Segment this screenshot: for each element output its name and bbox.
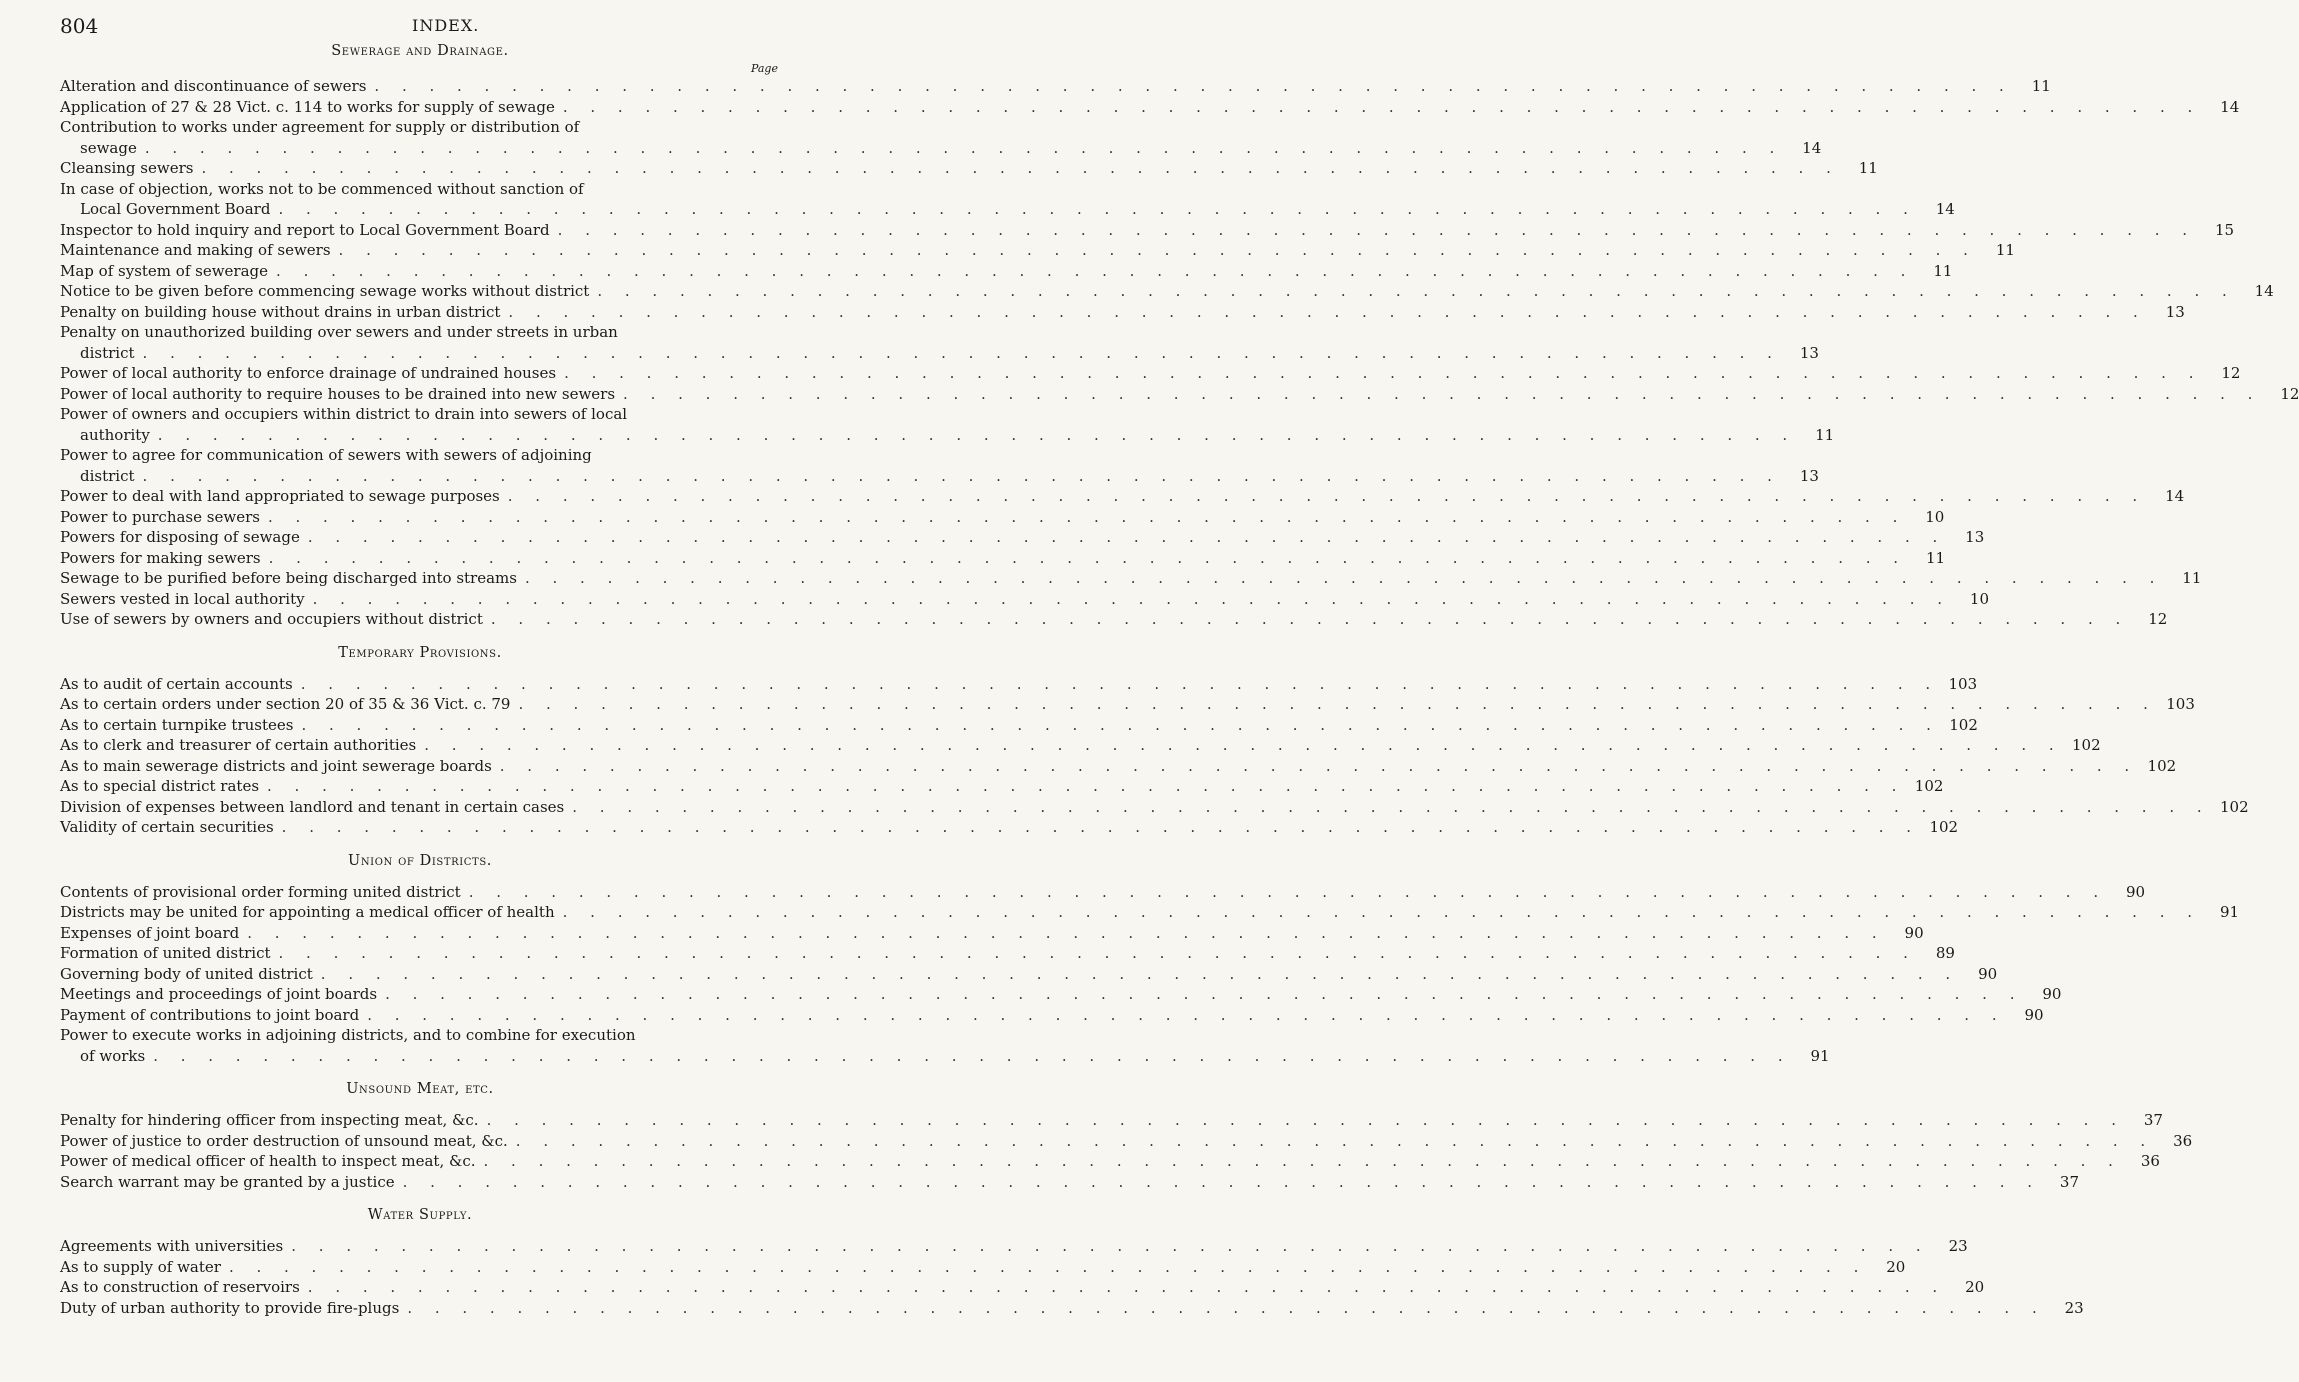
entry-text: Formation of united district bbox=[60, 944, 271, 962]
index-entry bbox=[60, 179, 1955, 220]
index-entry bbox=[60, 964, 1998, 985]
dot-leader: . . . . . . . . . . . . . . . . . . . . . . . . . . . . . . . . . . . . . . . . . . . . . . . . . . . . . . . . . . . . bbox=[278, 944, 1917, 962]
index-entry bbox=[60, 548, 1946, 569]
index-entry bbox=[60, 1257, 1906, 1278]
index-entry bbox=[60, 117, 1822, 158]
entry-page-number: 103 bbox=[1948, 674, 1978, 693]
entry-text: Penalty on building house without drains in urban district bbox=[60, 302, 501, 321]
entry-page-number: 23 bbox=[2064, 1298, 2084, 1317]
entry-text-first-line: Contribution to works under agreement for supply or distribution of bbox=[60, 118, 580, 136]
index-entry bbox=[60, 694, 2195, 715]
index-entry bbox=[60, 97, 2240, 118]
index-entry bbox=[60, 322, 1819, 363]
entry-text: Powers for disposing of sewage bbox=[60, 528, 300, 546]
entry-page-number: 13 bbox=[1965, 528, 1985, 546]
dot-leader: . . . . . . . . . . . . . . . . . . . . . . . . . . . . . . . . . . . . . . . . . . . . . . . . . . . . . . . . . . . . bbox=[374, 77, 2013, 95]
entry-text: Notice to be given before commencing sewage works without district bbox=[60, 282, 590, 300]
entry-page-number: 20 bbox=[1965, 1278, 1985, 1296]
entry-text: Division of expenses between landlord and tenant in certain cases bbox=[60, 797, 565, 816]
entry-text: sewage bbox=[80, 138, 137, 157]
entry-text: Payment of contributions to joint board bbox=[60, 1005, 360, 1024]
dot-leader: . . . . . . . . . . . . . . . . . . . . . . . . . . . . . . . . . . . . . . . . . . . . . . . . . . . . . . . . . . . . bbox=[267, 507, 1907, 526]
entry-text: As to certain turnpike trustees bbox=[60, 715, 294, 734]
entry-text: Power of local authority to require houses to be drained into new sewers bbox=[60, 384, 616, 403]
index-entry bbox=[60, 76, 2051, 97]
index-entry bbox=[60, 158, 1878, 179]
dot-leader: . . . . . . . . . . . . . . . . . . . . . . . . . . . . . . . . . . . . . . . . . . . . . . . . . . . . . . . . . . . . bbox=[499, 756, 2139, 775]
index-entry bbox=[60, 943, 1955, 964]
entry-page-number: 11 bbox=[2182, 569, 2202, 587]
index-entry bbox=[60, 240, 2015, 261]
entry-text: district bbox=[80, 466, 135, 485]
dot-leader: . . . . . . . . . . . . . . . . . . . . . . . . . . . . . . . . . . . . . . . . . . . . . . . . . . . . . . . . . . . . bbox=[623, 384, 2262, 403]
index-entry bbox=[60, 1172, 2079, 1193]
entry-text: Power of local authority to enforce drainage of undrained houses bbox=[60, 364, 557, 382]
entry-page-number: 10 bbox=[1969, 589, 1989, 608]
index-entry bbox=[60, 1110, 2163, 1131]
dot-leader: . . . . . . . . . . . . . . . . . . . . . . . . . . . . . . . . . . . . . . . . . . . . . . . . . . . . . . . . . . . . bbox=[307, 1278, 1947, 1296]
entry-page-number: 12 bbox=[2221, 364, 2241, 382]
entry-text: Validity of certain securities bbox=[60, 818, 274, 836]
index-entry bbox=[60, 1277, 1985, 1298]
index-entry bbox=[60, 1298, 2084, 1319]
entry-text: Penalty for hindering officer from inspecting meat, &c. bbox=[60, 1111, 479, 1129]
entry-page-number: 11 bbox=[1933, 261, 1953, 280]
entry-text-first-line: Power to agree for communication of sewers with sewers of adjoining bbox=[60, 446, 592, 464]
entry-page-number: 11 bbox=[1858, 159, 1878, 177]
index-entry bbox=[60, 797, 2249, 818]
entry-text: Application of 27 & 28 Vict. c. 114 to works for supply of sewage bbox=[60, 97, 555, 116]
dot-leader: . . . . . . . . . . . . . . . . . . . . . . . . . . . . . . . . . . . . . . . . . . . . . . . . . . . . . . . . . . . . bbox=[301, 715, 1940, 734]
index-entry bbox=[60, 1236, 1968, 1257]
entry-text: Map of system of sewerage bbox=[60, 261, 269, 280]
index-entry bbox=[60, 1005, 2044, 1026]
entry-page-number: 102 bbox=[2147, 756, 2177, 775]
entry-text: Districts may be united for appointing a medical officer of health bbox=[60, 903, 555, 921]
entry-page-number: 103 bbox=[2166, 695, 2195, 713]
entry-text-first-line: In case of objection, works not to be commenced without sanction of bbox=[60, 179, 584, 198]
entry-text: As to audit of certain accounts bbox=[60, 674, 293, 693]
entry-text: Contents of provisional order forming united district bbox=[60, 882, 461, 901]
entry-page-number: 90 bbox=[1978, 964, 1998, 983]
dot-leader: . . . . . . . . . . . . . . . . . . . . . . . . . . . . . . . . . . . . . . . . . . . . . . . . . . . . . . . . . . . . bbox=[507, 487, 2147, 505]
index-entry bbox=[60, 404, 1835, 445]
index-entry bbox=[60, 281, 2274, 302]
dot-leader: . . . . . . . . . . . . . . . . . . . . . . . . . . . . . . . . . . . . . . . . . . . . . . . . . . . . . . . . . . . . bbox=[424, 736, 2063, 754]
entry-page-number: 11 bbox=[1995, 241, 2015, 259]
dot-leader: . . . . . . . . . . . . . . . . . . . . . . . . . . . . . . . . . . . . . . . . . . . . . . . . . . . . . . . . . . . . bbox=[402, 1172, 2041, 1191]
entry-page-number: 14 bbox=[2220, 97, 2240, 116]
entry-page-number: 102 bbox=[2220, 797, 2249, 816]
entry-page-number: 12 bbox=[2280, 384, 2299, 403]
index-entry bbox=[60, 302, 2185, 323]
entry-text: As to construction of reservoirs bbox=[60, 1278, 300, 1296]
heading-gap bbox=[60, 664, 780, 674]
entry-text-first-line: Penalty on unauthorized building over sewers and under streets in urban bbox=[60, 323, 618, 341]
entry-page-number: 12 bbox=[2148, 610, 2168, 628]
entry-text: Powers for making sewers bbox=[60, 548, 261, 567]
entry-text: Expenses of joint board bbox=[60, 923, 240, 942]
dot-leader: . . . . . . . . . . . . . . . . . . . . . . . . . . . . . . . . . . . . . . . . . . . . . . . . . . . . . . . . . . . . bbox=[228, 1257, 1868, 1276]
entry-text: district bbox=[80, 343, 135, 362]
dot-leader: . . . . . . . . . . . . . . . . . . . . . . . . . . . . . . . . . . . . . . . . . . . . . . . . . . . . . . . . . . . . bbox=[276, 261, 1915, 280]
dot-leader: . . . . . . . . . . . . . . . . . . . . . . . . . . . . . . . . . . . . . . . . . . . . . . . . . . . . . . . . . . . . bbox=[572, 797, 2211, 816]
section-heading: Sewerage and Drainage. bbox=[331, 43, 509, 59]
index-entry bbox=[60, 384, 2299, 405]
dot-leader: . . . . . . . . . . . . . . . . . . . . . . . . . . . . . . . . . . . . . . . . . . . . . . . . . . . . . . . . . . . . bbox=[144, 138, 1784, 157]
entry-page-number: 14 bbox=[2254, 282, 2274, 300]
dot-leader: . . . . . . . . . . . . . . . . . . . . . . . . . . . . . . . . . . . . . . . . . . . . . . . . . . . . . . . . . . . . bbox=[157, 425, 1797, 444]
heading-gap bbox=[60, 1100, 780, 1110]
entry-page-number: 102 bbox=[2072, 736, 2101, 754]
entry-page-number: 90 bbox=[2042, 985, 2062, 1003]
entry-page-number: 102 bbox=[1914, 777, 1944, 795]
index-entry bbox=[60, 776, 1944, 797]
index-entry bbox=[60, 674, 1978, 695]
entry-text: Power to purchase sewers bbox=[60, 507, 260, 526]
section-gap bbox=[60, 1192, 780, 1204]
section-gap bbox=[60, 838, 780, 850]
section-heading: Temporary Provisions. bbox=[338, 644, 502, 661]
page-title: INDEX. bbox=[412, 16, 480, 35]
section-gap bbox=[60, 1066, 780, 1078]
dot-leader: . . . . . . . . . . . . . . . . . . . . . . . . . . . . . . . . . . . . . . . . . . . . . . . . . . . . . . . . . . . . bbox=[320, 964, 1960, 983]
entry-page-number: 91 bbox=[2219, 903, 2240, 921]
entry-text: Cleansing sewers bbox=[60, 159, 194, 177]
dot-leader: . . . . . . . . . . . . . . . . . . . . . . . . . . . . . . . . . . . . . . . . . . . . . . . . . . . . . . . . . . . . bbox=[338, 241, 1977, 259]
entry-text: Power of justice to order destruction of unsound meat, &c. bbox=[60, 1131, 508, 1150]
entry-text: Maintenance and making of sewers bbox=[60, 241, 331, 259]
entry-page-number: 13 bbox=[1799, 343, 1819, 362]
dot-leader: . . . . . . . . . . . . . . . . . . . . . . . . . . . . . . . . . . . . . . . . . . . . . . . . . . . . . . . . . . . . bbox=[407, 1298, 2046, 1317]
entry-text: of works bbox=[80, 1046, 146, 1065]
dot-leader: . . . . . . . . . . . . . . . . . . . . . . . . . . . . . . . . . . . . . . . . . . . . . . . . . . . . . . . . . . . . bbox=[307, 528, 1947, 546]
entry-page-number: 13 bbox=[2165, 302, 2185, 321]
index-entry bbox=[60, 1131, 2193, 1152]
dot-leader: . . . . . . . . . . . . . . . . . . . . . . . . . . . . . . . . . . . . . . . . . . . . . . . . . . . . . . . . . . . . bbox=[557, 220, 2197, 239]
entry-page-number: 102 bbox=[1929, 818, 1959, 836]
section-heading: Water Supply. bbox=[367, 1207, 473, 1223]
page-column-label: Page bbox=[750, 62, 778, 75]
dot-leader: . . . . . . . . . . . . . . . . . . . . . . . . . . . . . . . . . . . . . . . . . . . . . . . . . . . . . . . . . . . . bbox=[483, 1152, 2122, 1170]
dot-leader: . . . . . . . . . . . . . . . . . . . . . . . . . . . . . . . . . . . . . . . . . . . . . . . . . . . . . . . . . . . . bbox=[268, 548, 1908, 567]
index-entry bbox=[60, 756, 2177, 777]
entry-page-number: 20 bbox=[1886, 1257, 1906, 1276]
dot-leader: . . . . . . . . . . . . . . . . . . . . . . . . . . . . . . . . . . . . . . . . . . . . . . . . . . . . . . . . . . . . bbox=[142, 343, 1781, 362]
dot-leader: . . . . . . . . . . . . . . . . . . . . . . . . . . . . . . . . . . . . . . . . . . . . . . . . . . . . . . . . . . . . bbox=[490, 610, 2130, 628]
index-entry bbox=[60, 882, 2146, 903]
index-entry bbox=[60, 984, 2062, 1005]
entry-page-number: 36 bbox=[2140, 1152, 2160, 1170]
entry-page-number: 14 bbox=[1802, 138, 1822, 157]
dot-leader: . . . . . . . . . . . . . . . . . . . . . . . . . . . . . . . . . . . . . . . . . . . . . . . . . . . . . . . . . . . . bbox=[486, 1111, 2125, 1129]
heading-gap bbox=[60, 1226, 780, 1236]
entry-text: Sewage to be purified before being discharged into streams bbox=[60, 569, 517, 587]
index-entry bbox=[60, 486, 2185, 507]
dot-leader: . . . . . . . . . . . . . . . . . . . . . . . . . . . . . . . . . . . . . . . . . . . . . . . . . . . . . . . . . . . . bbox=[562, 97, 2202, 116]
dot-leader: . . . . . . . . . . . . . . . . . . . . . . . . . . . . . . . . . . . . . . . . . . . . . . . . . . . . . . . . . . . . bbox=[201, 159, 1840, 177]
dot-leader: . . . . . . . . . . . . . . . . . . . . . . . . . . . . . . . . . . . . . . . . . . . . . . . . . . . . . . . . . . . . bbox=[300, 674, 1940, 693]
entry-text: Alteration and discontinuance of sewers bbox=[60, 77, 367, 95]
dot-leader: . . . . . . . . . . . . . . . . . . . . . . . . . . . . . . . . . . . . . . . . . . . . . . . . . . . . . . . . . . . . bbox=[515, 1131, 2155, 1150]
entry-page-number: 15 bbox=[2214, 220, 2235, 239]
index-page bbox=[60, 0, 2299, 1318]
entry-page-number: 11 bbox=[2031, 77, 2051, 95]
dot-leader: . . . . . . . . . . . . . . . . . . . . . . . . . . . . . . . . . . . . . . . . . . . . . . . . . . . . . . . . . . . . bbox=[153, 1046, 1792, 1065]
entry-text-first-line: Power to execute works in adjoining districts, and to combine for execution bbox=[60, 1026, 636, 1044]
index-entry bbox=[60, 589, 1989, 610]
entry-page-number: 14 bbox=[1935, 200, 1955, 218]
entry-page-number: 10 bbox=[1925, 507, 1945, 526]
entry-page-number: 37 bbox=[2143, 1111, 2163, 1129]
entry-text: Power to deal with land appropriated to sewage purposes bbox=[60, 487, 500, 505]
index-entry bbox=[60, 507, 1945, 528]
entry-page-number: 102 bbox=[1949, 715, 1978, 734]
entry-text: As to clerk and treasurer of certain authorities bbox=[60, 736, 417, 754]
index-entry bbox=[60, 817, 1959, 838]
index-entry bbox=[60, 735, 2101, 756]
heading-gap bbox=[60, 872, 780, 882]
entry-page-number: 36 bbox=[2173, 1131, 2193, 1150]
entry-text: authority bbox=[80, 425, 150, 444]
entry-text: Duty of urban authority to provide fire-plugs bbox=[60, 1298, 400, 1317]
dot-leader: . . . . . . . . . . . . . . . . . . . . . . . . . . . . . . . . . . . . . . . . . . . . . . . . . . . . . . . . . . . . bbox=[468, 882, 2108, 901]
index-entry bbox=[60, 363, 2241, 384]
section-gap bbox=[60, 630, 780, 642]
entry-text: As to supply of water bbox=[60, 1257, 221, 1276]
entry-page-number: 90 bbox=[2024, 1005, 2044, 1024]
entry-page-number: 11 bbox=[1925, 548, 1946, 567]
entry-text: Sewers vested in local authority bbox=[60, 589, 305, 608]
index-entry bbox=[60, 1025, 1830, 1066]
section-heading: Union of Districts. bbox=[348, 852, 492, 869]
index-sections bbox=[60, 40, 2299, 1318]
index-entry bbox=[60, 609, 2168, 630]
entry-page-number: 89 bbox=[1935, 944, 1955, 962]
dot-leader: . . . . . . . . . . . . . . . . . . . . . . . . . . . . . . . . . . . . . . . . . . . . . . . . . . . . . . . . . . . . bbox=[518, 695, 2157, 713]
dot-leader: . . . . . . . . . . . . . . . . . . . . . . . . . . . . . . . . . . . . . . . . . . . . . . . . . . . . . . . . . . . . bbox=[524, 569, 2164, 587]
entry-text: Meetings and proceedings of joint boards bbox=[60, 985, 378, 1003]
dot-leader: . . . . . . . . . . . . . . . . . . . . . . . . . . . . . . . . . . . . . . . . . . . . . . . . . . . . . . . . . . . . bbox=[597, 282, 2236, 300]
page-number: 804 bbox=[60, 14, 99, 38]
dot-leader: . . . . . . . . . . . . . . . . . . . . . . . . . . . . . . . . . . . . . . . . . . . . . . . . . . . . . . . . . . . . bbox=[247, 923, 1886, 942]
index-entry bbox=[60, 445, 1819, 486]
dot-leader: . . . . . . . . . . . . . . . . . . . . . . . . . . . . . . . . . . . . . . . . . . . . . . . . . . . . . . . . . . . . bbox=[564, 364, 2203, 382]
entry-text: Local Government Board bbox=[80, 200, 271, 218]
dot-leader: . . . . . . . . . . . . . . . . . . . . . . . . . . . . . . . . . . . . . . . . . . . . . . . . . . . . . . . . . . . . bbox=[312, 589, 1951, 608]
entry-page-number: 14 bbox=[2165, 487, 2185, 505]
dot-leader: . . . . . . . . . . . . . . . . . . . . . . . . . . . . . . . . . . . . . . . . . . . . . . . . . . . . . . . . . . . . bbox=[367, 1005, 2006, 1024]
entry-page-number: 91 bbox=[1810, 1046, 1830, 1065]
entry-text: Agreements with universities bbox=[60, 1237, 284, 1255]
dot-leader: . . . . . . . . . . . . . . . . . . . . . . . . . . . . . . . . . . . . . . . . . . . . . . . . . . . . . . . . . . . . bbox=[281, 818, 1921, 836]
entry-text-first-line: Power of owners and occupiers within district to drain into sewers of local bbox=[60, 405, 628, 423]
index-entry bbox=[60, 220, 2235, 241]
entry-text: Governing body of united district bbox=[60, 964, 313, 983]
index-entry bbox=[60, 715, 1978, 736]
entry-text: Use of sewers by owners and occupiers without district bbox=[60, 610, 483, 628]
dot-leader: . . . . . . . . . . . . . . . . . . . . . . . . . . . . . . . . . . . . . . . . . . . . . . . . . . . . . . . . . . . . bbox=[562, 903, 2202, 921]
index-entry bbox=[60, 261, 1953, 282]
index-entry bbox=[60, 527, 1985, 548]
entry-text: As to special district rates bbox=[60, 777, 260, 795]
dot-leader: . . . . . . . . . . . . . . . . . . . . . . . . . . . . . . . . . . . . . . . . . . . . . . . . . . . . . . . . . . . . bbox=[142, 466, 1781, 485]
dot-leader: . . . . . . . . . . . . . . . . . . . . . . . . . . . . . . . . . . . . . . . . . . . . . . . . . . . . . . . . . . . . bbox=[267, 777, 1906, 795]
entry-page-number: 90 bbox=[2126, 882, 2146, 901]
running-head bbox=[60, 0, 780, 40]
entry-text: As to certain orders under section 20 of 35 & 36 Vict. c. 79 bbox=[60, 695, 511, 713]
entry-page-number: 90 bbox=[1904, 923, 1924, 942]
dot-leader: . . . . . . . . . . . . . . . . . . . . . . . . . . . . . . . . . . . . . . . . . . . . . . . . . . . . . . . . . . . . bbox=[385, 985, 2024, 1003]
dot-leader: . . . . . . . . . . . . . . . . . . . . . . . . . . . . . . . . . . . . . . . . . . . . . . . . . . . . . . . . . . . . bbox=[508, 302, 2147, 321]
entry-text: Search warrant may be granted by a justice bbox=[60, 1172, 395, 1191]
index-entry bbox=[60, 568, 2202, 589]
entry-page-number: 23 bbox=[1948, 1237, 1968, 1255]
entry-page-number: 37 bbox=[2059, 1172, 2079, 1191]
entry-text: Power of medical officer of health to inspect meat, &c. bbox=[60, 1152, 476, 1170]
entry-text: Inspector to hold inquiry and report to Local Government Board bbox=[60, 220, 550, 239]
section-heading: Unsound Meat, etc. bbox=[346, 1081, 494, 1097]
entry-page-number: 13 bbox=[1799, 466, 1819, 485]
index-entry bbox=[60, 1151, 2160, 1172]
entry-text: As to main sewerage districts and joint sewerage boards bbox=[60, 756, 492, 775]
index-entry bbox=[60, 902, 2240, 923]
index-entry bbox=[60, 923, 1924, 944]
entry-page-number: 11 bbox=[1815, 425, 1835, 444]
dot-leader: . . . . . . . . . . . . . . . . . . . . . . . . . . . . . . . . . . . . . . . . . . . . . . . . . . . . . . . . . . . . bbox=[291, 1237, 1930, 1255]
dot-leader: . . . . . . . . . . . . . . . . . . . . . . . . . . . . . . . . . . . . . . . . . . . . . . . . . . . . . . . . . . . . bbox=[278, 200, 1917, 218]
